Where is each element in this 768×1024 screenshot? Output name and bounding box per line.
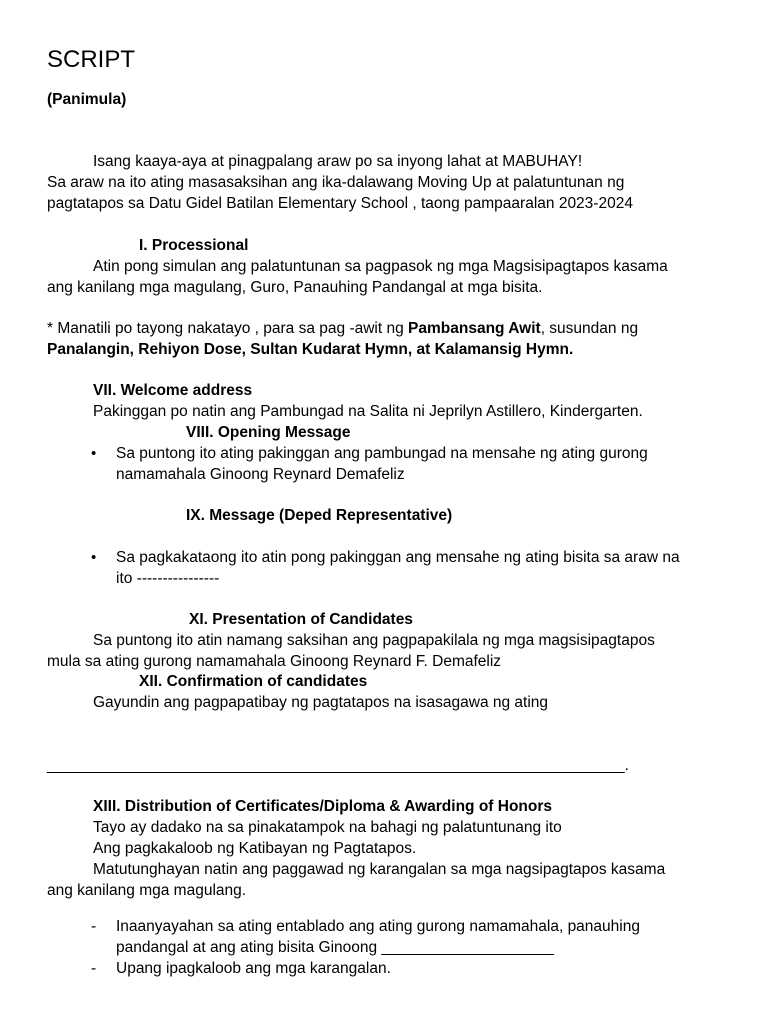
intro-line-1: Isang kaaya-aya at pinagpalang araw po sa inyong lahat at MABUHAY! [93, 153, 583, 170]
distribution-heading: XIII. Distribution of Certificates/Diploma & Awarding of Honors [93, 798, 553, 815]
processional-line-1: Atin pong simulan ang palatuntunan sa pagpasok ng mga Magsisipagtapos kasama [93, 258, 668, 275]
welcome-heading: VII. Welcome address [93, 382, 253, 399]
intro-line-2: Sa araw na ito ating masasaksihan ang ika-dalawang Moving Up at palatuntunan ng [47, 174, 625, 191]
distribution-item-1-line-1: Inaanyayahan sa ating entablado ang ating gurong namamahala, panauhing [116, 918, 640, 935]
distribution-line-4: ang kanilang mga magulang. [47, 882, 247, 899]
opening-bullet: • [91, 445, 97, 462]
message-bullet: • [91, 549, 97, 566]
distribution-item-2-dash: - [91, 960, 97, 977]
intro-heading: (Panimula) [47, 91, 127, 108]
distribution-item-1-line-2: pandangal at ang ating bisita Ginoong ____________________ [116, 939, 554, 956]
distribution-line-3: Matutunghayan natin ang paggawad ng karangalan sa mga nagsipagtapos kasama [93, 861, 666, 878]
processional-heading: I. Processional [139, 237, 249, 254]
document-title: SCRIPT [47, 46, 136, 73]
confirmation-blank-line: ___________________________________________________________________. [47, 757, 629, 774]
message-heading: IX. Message (Deped Representative) [186, 507, 453, 524]
distribution-item-2: Upang ipagkaloob ang mga karangalan. [116, 960, 391, 977]
distribution-line-1: Tayo ay dadako na sa pinakatampok na bahagi ng palatuntunang ito [93, 819, 562, 836]
intro-line-3: pagtatapos sa Datu Gidel Batilan Elementary School , taong pampaaralan 2023-2024 [47, 195, 633, 212]
anthem-line-1 [47, 318, 638, 339]
distribution-item-1-dash: - [91, 918, 97, 935]
anthem-text-2: , susundan ng [540, 320, 639, 337]
presentation-line-1: Sa puntong ito atin namang saksihan ang pagpapakilala ng mga magsisipagtapos [93, 632, 655, 649]
processional-line-2: ang kanilang mga magulang, Guro, Panauhing Pandangal at mga bisita. [47, 279, 543, 296]
message-line-2: ito ---------------- [116, 570, 220, 587]
anthem-line-2: Panalangin, Rehiyon Dose, Sultan Kudarat Hymn, at Kalamansig Hymn. [47, 341, 574, 358]
welcome-line-1: Pakinggan po natin ang Pambungad na Salita ni Jeprilyn Astillero, Kindergarten. [93, 403, 643, 420]
confirmation-line-1: Gayundin ang pagpapatibay ng pagtatapos na isasagawa ng ating [93, 694, 549, 711]
distribution-line-2: Ang pagkakaloob ng Katibayan ng Pagtatapos. [93, 840, 417, 857]
anthem-text-1: * Manatili po tayong nakatayo , para sa pag -awit ng [47, 320, 409, 337]
message-line-1: Sa pagkakataong ito atin pong pakinggan ang mensahe ng ating bisita sa araw na [116, 549, 680, 566]
opening-heading: VIII. Opening Message [186, 424, 351, 441]
opening-line-1: Sa puntong ito ating pakinggan ang pambungad na mensahe ng ating gurong [116, 445, 648, 462]
presentation-heading: XI. Presentation of Candidates [189, 611, 413, 628]
presentation-line-2: mula sa ating gurong namamahala Ginoong Reynard F. Demafeliz [47, 653, 502, 670]
confirmation-heading: XII. Confirmation of candidates [139, 673, 368, 690]
anthem-bold-1: Pambansang Awit [408, 320, 541, 337]
opening-line-2: namamahala Ginoong Reynard Demafeliz [116, 466, 405, 483]
